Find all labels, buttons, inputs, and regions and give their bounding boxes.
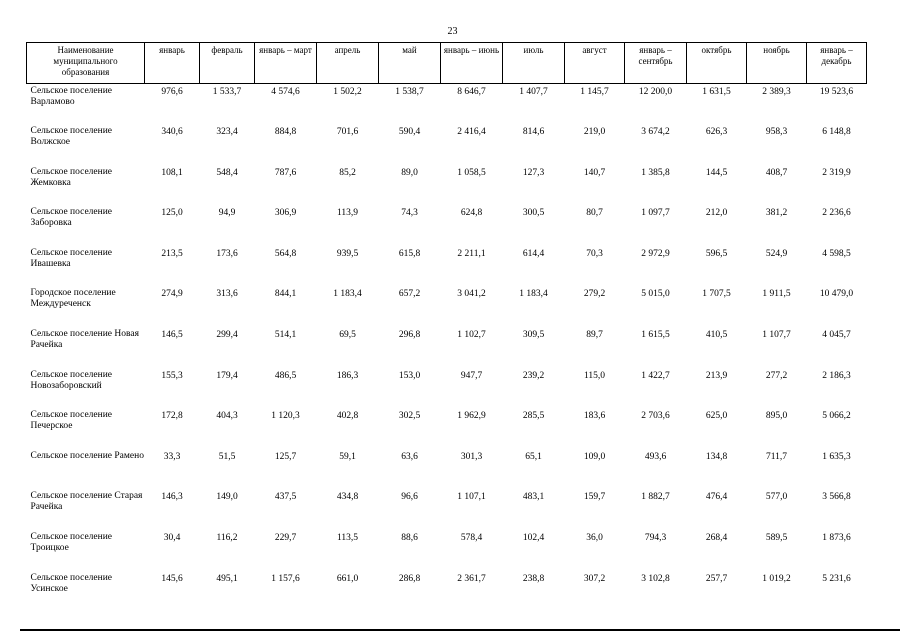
value-cell: 213,9 — [705, 370, 728, 381]
value-cell: 115,0 — [583, 370, 606, 381]
value-cell: 976,6 — [161, 87, 183, 97]
column-header: февраль — [200, 43, 255, 84]
value-cell: 1 102,7 — [457, 330, 486, 341]
value-cell: 1 097,7 — [641, 208, 670, 219]
column-header: май — [379, 43, 441, 84]
value-cell: 1 962,9 — [457, 411, 486, 422]
value-cell: 285,5 — [522, 411, 545, 422]
value-cell: 524,9 — [765, 248, 788, 259]
value-cell: 94,9 — [218, 208, 236, 219]
value-cell: 145,6 — [161, 573, 183, 584]
value-cell: 146,3 — [161, 492, 183, 503]
value-cell: 155,3 — [161, 370, 183, 381]
value-cell: 212,0 — [705, 208, 728, 219]
value-cell: 159,7 — [583, 492, 606, 503]
value-cell: 307,2 — [583, 573, 606, 584]
column-header: октябрь — [687, 43, 747, 84]
value-cell: 144,5 — [705, 167, 728, 178]
table-row — [27, 327, 867, 368]
value-cell: 514,1 — [274, 330, 297, 341]
column-header: январь – июнь — [441, 43, 503, 84]
value-cell: 89,0 — [401, 167, 418, 178]
value-cell: 277,2 — [765, 370, 788, 381]
municipality-name: Сельское поселение Волжское — [30, 126, 113, 148]
value-cell: 96,6 — [401, 492, 418, 503]
value-cell: 947,7 — [460, 370, 483, 381]
value-cell: 153,0 — [398, 370, 421, 381]
value-cell: 437,5 — [274, 492, 297, 503]
value-cell: 596,5 — [705, 248, 728, 259]
value-cell: 661,0 — [336, 573, 359, 584]
value-cell: 1 145,7 — [580, 87, 609, 97]
value-cell: 701,6 — [336, 127, 359, 138]
value-cell: 1 911,5 — [762, 289, 791, 300]
value-cell: 410,5 — [705, 330, 728, 341]
value-cell: 1 183,4 — [333, 289, 362, 300]
value-cell: 2 319,9 — [822, 167, 851, 178]
value-cell: 486,5 — [274, 370, 297, 381]
value-cell: 113,9 — [336, 208, 359, 219]
value-cell: 1 707,5 — [702, 289, 731, 300]
value-cell: 711,7 — [765, 451, 788, 462]
municipality-name: Сельское поселение Жемковка — [30, 166, 113, 188]
column-header: январь – декабрь — [807, 43, 867, 84]
value-cell: 2 236,6 — [822, 208, 851, 219]
value-cell: 402,8 — [336, 411, 359, 422]
value-cell: 1 538,7 — [395, 87, 424, 97]
value-cell: 615,8 — [398, 248, 421, 259]
value-cell: 108,1 — [161, 167, 183, 178]
value-cell: 844,1 — [274, 289, 297, 300]
value-cell: 70,3 — [586, 248, 603, 259]
value-cell: 1 502,2 — [333, 87, 362, 97]
value-cell: 88,6 — [401, 533, 418, 544]
table-header-row — [27, 43, 867, 84]
value-cell: 239,2 — [522, 370, 545, 381]
value-cell: 564,8 — [274, 248, 297, 259]
value-cell: 2 361,7 — [457, 573, 486, 584]
value-cell: 59,1 — [339, 451, 356, 462]
value-cell: 33,3 — [163, 451, 181, 462]
value-cell: 3 674,2 — [641, 127, 670, 138]
value-cell: 4 574,6 — [271, 87, 300, 97]
value-cell: 3 566,8 — [822, 492, 851, 503]
value-cell: 577,0 — [765, 492, 788, 503]
value-cell: 51,5 — [218, 451, 236, 462]
value-cell: 219,0 — [583, 127, 606, 138]
value-cell: 1 873,6 — [822, 533, 851, 544]
value-cell: 238,8 — [522, 573, 545, 584]
value-cell: 8 646,7 — [457, 87, 486, 97]
value-cell: 213,5 — [161, 248, 183, 259]
value-cell: 548,4 — [216, 167, 238, 178]
value-cell: 2 211,1 — [457, 248, 486, 259]
value-cell: 958,3 — [765, 127, 788, 138]
municipality-name: Сельское поселение Усинское — [30, 572, 113, 594]
municipality-name: Сельское поселение Троицкое — [30, 532, 113, 554]
table-row — [27, 571, 867, 612]
value-cell: 30,4 — [163, 533, 181, 544]
column-header: август — [565, 43, 625, 84]
value-cell: 1 107,7 — [762, 330, 791, 341]
value-cell: 10 479,0 — [819, 289, 854, 300]
value-cell: 134,8 — [705, 451, 728, 462]
value-cell: 476,4 — [705, 492, 728, 503]
column-header-name: Наименование муниципального образования — [27, 43, 145, 84]
municipality-name: Сельское поселение Печерское — [30, 410, 113, 432]
value-cell: 340,6 — [161, 127, 183, 138]
table-row — [27, 246, 867, 287]
value-cell: 1 533,7 — [212, 87, 242, 97]
value-cell: 274,9 — [161, 289, 183, 300]
municipality-name: Сельское поселение Заборовка — [30, 207, 113, 229]
value-cell: 614,4 — [522, 248, 545, 259]
municipality-name: Сельское поселение Рамено — [30, 450, 144, 461]
table-row — [27, 205, 867, 246]
bottom-rule — [20, 629, 900, 631]
value-cell: 127,3 — [522, 167, 545, 178]
value-cell: 5 066,2 — [822, 411, 851, 422]
value-cell: 1 385,8 — [641, 167, 670, 178]
value-cell: 787,6 — [274, 167, 297, 178]
page-number: 23 — [447, 26, 458, 37]
municipality-name: Сельское поселение Новозаборовский — [30, 369, 113, 391]
value-cell: 4 045,7 — [822, 330, 851, 341]
value-cell: 306,9 — [274, 208, 297, 219]
value-cell: 1 019,2 — [762, 573, 791, 584]
value-cell: 1 157,6 — [271, 573, 300, 584]
value-cell: 2 416,4 — [457, 127, 486, 138]
table-row — [27, 489, 867, 530]
value-cell: 313,6 — [216, 289, 238, 300]
value-cell: 895,0 — [765, 411, 788, 422]
value-cell: 2 186,3 — [822, 370, 851, 381]
value-cell: 2 389,3 — [762, 87, 791, 97]
value-cell: 12 200,0 — [638, 87, 673, 97]
table-row — [27, 165, 867, 206]
value-cell: 1 058,5 — [457, 167, 486, 178]
value-cell: 1 407,7 — [519, 87, 548, 97]
value-cell: 125,7 — [274, 451, 297, 462]
value-cell: 183,6 — [583, 411, 606, 422]
municipality-name: Сельское поселение Новая Рачейка — [30, 329, 139, 351]
value-cell: 5 231,6 — [822, 573, 851, 584]
value-cell: 5 015,0 — [641, 289, 670, 300]
value-cell: 3 102,8 — [641, 573, 670, 584]
column-header: январь – сентябрь — [625, 43, 687, 84]
municipality-name: Сельское поселение Варламово — [30, 86, 113, 107]
value-cell: 884,8 — [274, 127, 297, 138]
value-cell: 2 703,6 — [641, 411, 670, 422]
value-cell: 140,7 — [583, 167, 606, 178]
table-body — [27, 84, 867, 612]
value-cell: 309,5 — [522, 330, 545, 341]
column-header: январь – март — [255, 43, 317, 84]
value-cell: 19 523,6 — [819, 87, 854, 97]
value-cell: 381,2 — [765, 208, 788, 219]
value-cell: 65,1 — [525, 451, 542, 462]
value-cell: 172,8 — [161, 411, 183, 422]
table-row — [27, 84, 867, 125]
value-cell: 299,4 — [216, 330, 238, 341]
column-header: ноябрь — [747, 43, 807, 84]
value-cell: 794,3 — [644, 533, 667, 544]
value-cell: 186,3 — [336, 370, 359, 381]
value-cell: 493,6 — [644, 451, 667, 462]
value-cell: 69,5 — [339, 330, 356, 341]
value-cell: 229,7 — [274, 533, 297, 544]
value-cell: 1 422,7 — [641, 370, 670, 381]
value-cell: 173,6 — [216, 248, 238, 259]
value-cell: 578,4 — [460, 533, 483, 544]
value-cell: 495,1 — [216, 573, 238, 584]
value-cell: 296,8 — [398, 330, 421, 341]
value-cell: 2 972,9 — [641, 248, 670, 259]
value-cell: 300,5 — [522, 208, 545, 219]
value-cell: 1 635,3 — [822, 451, 851, 462]
municipality-name: Сельское поселение Ивашевка — [30, 247, 113, 269]
value-cell: 301,3 — [460, 451, 483, 462]
value-cell: 146,5 — [161, 330, 183, 341]
municipality-name: Сельское поселение Старая Рачейка — [30, 491, 143, 513]
value-cell: 657,2 — [398, 289, 421, 300]
value-cell: 74,3 — [401, 208, 418, 219]
value-cell: 590,4 — [398, 127, 421, 138]
value-cell: 116,2 — [216, 533, 238, 544]
value-cell: 85,2 — [339, 167, 356, 178]
value-cell: 1 615,5 — [641, 330, 670, 341]
value-cell: 102,4 — [522, 533, 545, 544]
value-cell: 302,5 — [398, 411, 421, 422]
value-cell: 179,4 — [216, 370, 238, 381]
value-cell: 483,1 — [522, 492, 545, 503]
table-row — [27, 286, 867, 327]
value-cell: 1 631,5 — [702, 87, 731, 97]
value-cell: 268,4 — [705, 533, 728, 544]
value-cell: 6 148,8 — [822, 127, 851, 138]
value-cell: 279,2 — [583, 289, 606, 300]
value-cell: 36,0 — [586, 533, 603, 544]
value-cell: 257,7 — [705, 573, 728, 584]
value-cell: 404,3 — [216, 411, 238, 422]
value-cell: 149,0 — [216, 492, 238, 503]
value-cell: 125,0 — [161, 208, 183, 219]
value-cell: 63,6 — [401, 451, 418, 462]
value-cell: 80,7 — [586, 208, 603, 219]
table-row — [27, 449, 867, 490]
data-table — [26, 42, 867, 611]
value-cell: 939,5 — [336, 248, 359, 259]
column-header: январь — [145, 43, 200, 84]
value-cell: 3 041,2 — [457, 289, 486, 300]
table-row — [27, 530, 867, 571]
value-cell: 1 882,7 — [641, 492, 670, 503]
value-cell: 434,8 — [336, 492, 359, 503]
value-cell: 814,6 — [522, 127, 545, 138]
table-row — [27, 124, 867, 165]
value-cell: 323,4 — [216, 127, 238, 138]
value-cell: 1 183,4 — [519, 289, 548, 300]
column-header: июль — [503, 43, 565, 84]
value-cell: 624,8 — [460, 208, 483, 219]
municipality-name: Городское поселение Междуреченск — [30, 288, 116, 310]
value-cell: 1 120,3 — [271, 411, 300, 422]
value-cell: 4 598,5 — [822, 248, 851, 259]
value-cell: 89,7 — [586, 330, 603, 341]
value-cell: 626,3 — [705, 127, 728, 138]
value-cell: 408,7 — [765, 167, 788, 178]
value-cell: 109,0 — [583, 451, 606, 462]
value-cell: 113,5 — [336, 533, 359, 544]
table-row — [27, 408, 867, 449]
value-cell: 1 107,1 — [457, 492, 486, 503]
value-cell: 625,0 — [705, 411, 728, 422]
value-cell: 286,8 — [398, 573, 421, 584]
value-cell: 589,5 — [765, 533, 788, 544]
table-row — [27, 368, 867, 409]
column-header: апрель — [317, 43, 379, 84]
